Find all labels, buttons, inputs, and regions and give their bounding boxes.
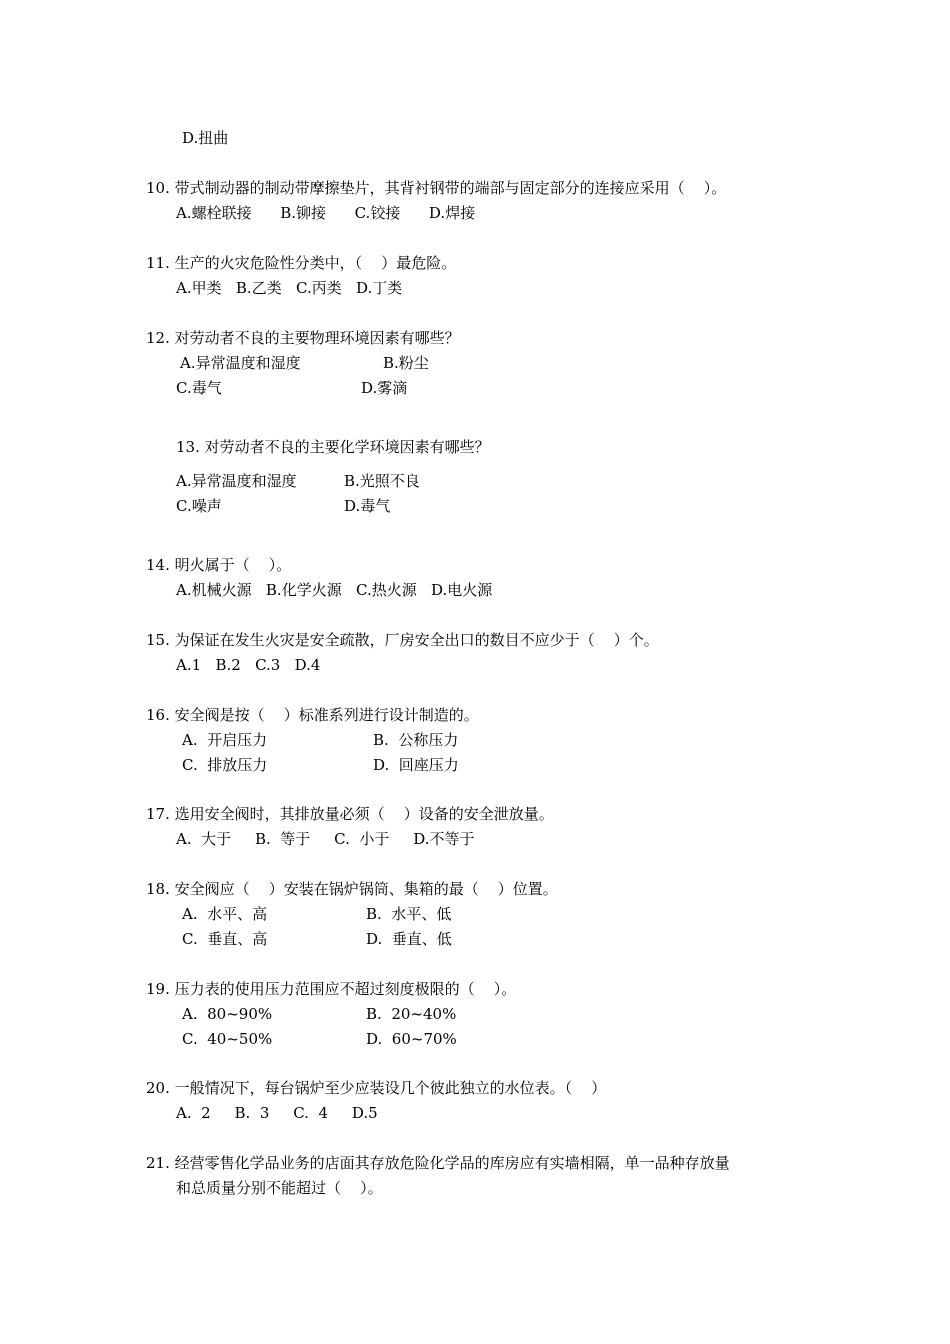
q13-option-d: D.毒气 bbox=[344, 497, 391, 515]
q19-option-d: D. 60~70% bbox=[366, 1030, 457, 1048]
q20-options: A. 2 B. 3 C. 4 D.5 bbox=[176, 1104, 378, 1122]
q13-option-c: C.噪声 bbox=[176, 497, 222, 515]
q18-option-d: D. 垂直、低 bbox=[366, 930, 452, 948]
q18-option-c: C. 垂直、高 bbox=[182, 930, 268, 948]
q16-option-a: A. 开启压力 bbox=[182, 731, 268, 749]
q21-question: 21. 经营零售化学品业务的店面其存放危险化学品的库房应有实墙相隔，单一品种存放量 bbox=[146, 1154, 730, 1172]
q12-option-c: C.毒气 bbox=[176, 379, 222, 397]
q12-option-d: D.雾滴 bbox=[361, 379, 408, 397]
q15-options: A.1 B.2 C.3 D.4 bbox=[176, 656, 321, 674]
q19-option-c: C. 40~50% bbox=[182, 1030, 273, 1048]
q12-question: 12. 对劳动者不良的主要物理环境因素有哪些？ bbox=[146, 329, 460, 347]
q19-option-a: A. 80~90% bbox=[182, 1005, 273, 1023]
q16-question: 16. 安全阀是按（ ）标准系列进行设计制造的。 bbox=[146, 706, 479, 724]
q18-option-a: A. 水平、高 bbox=[182, 905, 268, 923]
q17-options: A. 大于 B. 等于 C. 小于 D.不等于 bbox=[176, 830, 475, 848]
q10-options: A.螺栓联接 B.铆接 C.铰接 D.焊接 bbox=[176, 204, 476, 222]
q16-option-b: B. 公称压力 bbox=[373, 731, 459, 749]
q11-question: 11. 生产的火灾危险性分类中，（ ）最危险。 bbox=[146, 254, 457, 272]
q13-option-a: A.异常温度和湿度 bbox=[176, 472, 297, 490]
q17-question: 17. 选用安全阀时，其排放量必须（ ）设备的安全泄放量。 bbox=[146, 805, 554, 823]
q13-option-b: B.光照不良 bbox=[344, 472, 420, 490]
q14-question: 14. 明火属于（ ）。 bbox=[146, 556, 292, 574]
q13-question: 13. 对劳动者不良的主要化学环境因素有哪些？ bbox=[176, 438, 490, 456]
q11-options: A.甲类 B.乙类 C.丙类 D.丁类 bbox=[176, 279, 403, 297]
q12-option-a: A.异常温度和湿度 bbox=[180, 354, 301, 372]
q16-option-d: D. 回座压力 bbox=[373, 756, 459, 774]
q19-option-b: B. 20~40% bbox=[366, 1005, 457, 1023]
q16-option-c: C. 排放压力 bbox=[182, 756, 268, 774]
q12-option-b: B.粉尘 bbox=[383, 354, 429, 372]
q10-question: 10. 带式制动器的制动带摩擦垫片，其背衬钢带的端部与固定部分的连接应采用（ ）。 bbox=[146, 179, 727, 197]
q20-question: 20. 一般情况下，每台锅炉至少应装设几个彼此独立的水位表。（ ） bbox=[146, 1079, 607, 1097]
q18-option-b: B. 水平、低 bbox=[366, 905, 452, 923]
q18-question: 18. 安全阀应（ ）安装在锅炉锅筒、集箱的最（ ）位置。 bbox=[146, 880, 558, 898]
q14-options: A.机械火源 B.化学火源 C.热火源 D.电火源 bbox=[176, 581, 493, 599]
q15-question: 15. 为保证在发生火灾是安全疏散，厂房安全出口的数目不应少于（ ）个。 bbox=[146, 631, 659, 649]
q9-option-d: D.扭曲 bbox=[182, 129, 229, 147]
q19-question: 19. 压力表的使用压力范围应不超过刻度极限的（ ）。 bbox=[146, 980, 517, 998]
q21-question-continued: 和总质量分别不能超过（ ）。 bbox=[176, 1179, 383, 1197]
